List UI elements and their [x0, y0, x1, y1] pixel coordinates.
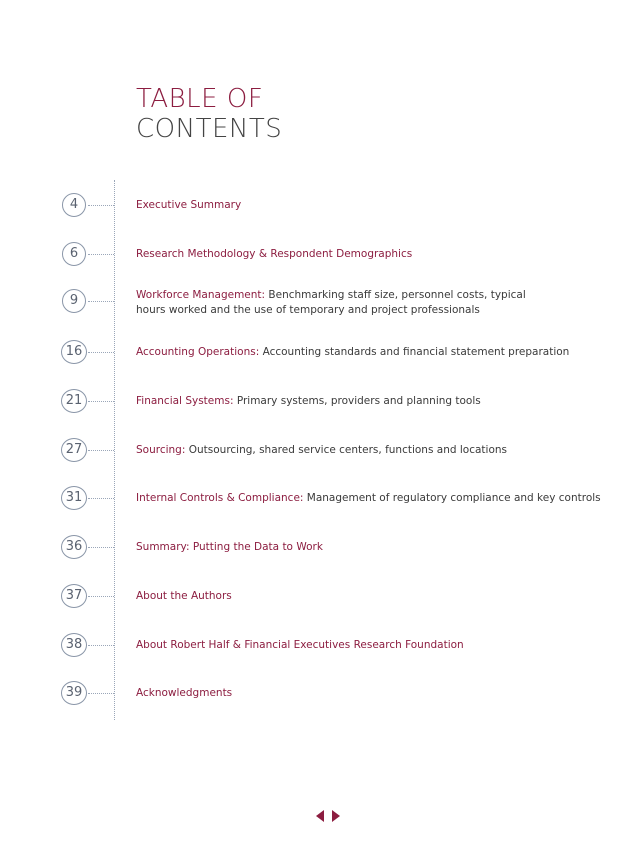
dotted-leader [88, 645, 114, 646]
toc-entry-text[interactable] [136, 394, 596, 409]
page-navigation [302, 808, 342, 822]
prev-page-button[interactable] [314, 808, 326, 822]
toc-entry-text[interactable] [136, 198, 596, 213]
page-number-circle: 4 [62, 193, 86, 217]
triangle-right-icon [330, 809, 342, 823]
dotted-leader [88, 205, 114, 206]
page-number-circle: 6 [62, 242, 86, 266]
toc-entry-title: Executive Summary [136, 199, 242, 211]
toc-entry-title: Financial Systems: [136, 395, 234, 407]
next-page-button[interactable] [330, 808, 342, 822]
page-number-circle: 9 [62, 289, 86, 313]
toc-entry-desc: Outsourcing, shared service centers, functions and locations [185, 444, 507, 456]
toc-entry-title: Workforce Management: [136, 289, 266, 301]
dotted-leader [88, 254, 114, 255]
page-number-circle: 16 [61, 340, 87, 364]
page-number-circle: 39 [61, 681, 87, 705]
toc-entry-desc: Primary systems, providers and planning tools [233, 395, 481, 407]
dotted-leader [88, 596, 114, 597]
toc-entry-title: Research Methodology & Respondent Demographics [136, 248, 413, 260]
dotted-leader [88, 693, 114, 694]
toc-entry-text[interactable] [136, 686, 596, 701]
toc-entry-text[interactable] [136, 589, 596, 604]
toc-entry-text[interactable] [136, 540, 596, 555]
toc-entry-title: About Robert Half & Financial Executives Research Foundation [136, 639, 464, 651]
toc-entry-text[interactable] [136, 443, 596, 458]
toc-entry-desc: Management of regulatory compliance and key controls [303, 492, 601, 504]
toc-entry-title: Sourcing: [136, 444, 186, 456]
dotted-leader [88, 401, 114, 402]
toc-entry-title: Internal Controls & Compliance: [136, 492, 304, 504]
toc-entry-text[interactable] [136, 638, 596, 653]
toc-entry-title: Acknowledgments [136, 687, 233, 699]
page-number-circle: 37 [61, 584, 87, 608]
toc-entry-title: Accounting Operations: [136, 346, 260, 358]
dotted-leader [88, 498, 114, 499]
toc-entry-text[interactable] [136, 345, 596, 360]
toc-entry-title: Summary: Putting the Data to Work [136, 541, 323, 553]
dotted-leader [88, 547, 114, 548]
page-number-circle: 31 [61, 486, 87, 510]
page-number-circle: 38 [61, 633, 87, 657]
toc-entry-desc: Benchmarking staff size, personnel costs, typical hours worked and the use of temporary and project professionals [136, 289, 526, 316]
toc-entry-text[interactable] [136, 247, 596, 262]
page-number-circle: 36 [61, 535, 87, 559]
page-number-circle: 21 [61, 389, 87, 413]
dotted-leader [88, 450, 114, 451]
triangle-left-icon [314, 809, 326, 823]
title-line-2: CONTENTS [136, 114, 283, 144]
dotted-leader [88, 352, 114, 353]
toc-entry-title: About the Authors [136, 590, 232, 602]
toc-entry-text[interactable] [136, 288, 536, 318]
toc-entry-desc: Accounting standards and financial statement preparation [259, 346, 570, 358]
title-line-1: TABLE OF [136, 84, 264, 114]
page-number-circle: 27 [61, 438, 87, 462]
toc-entry-text[interactable] [136, 491, 626, 506]
dotted-leader [88, 301, 114, 302]
